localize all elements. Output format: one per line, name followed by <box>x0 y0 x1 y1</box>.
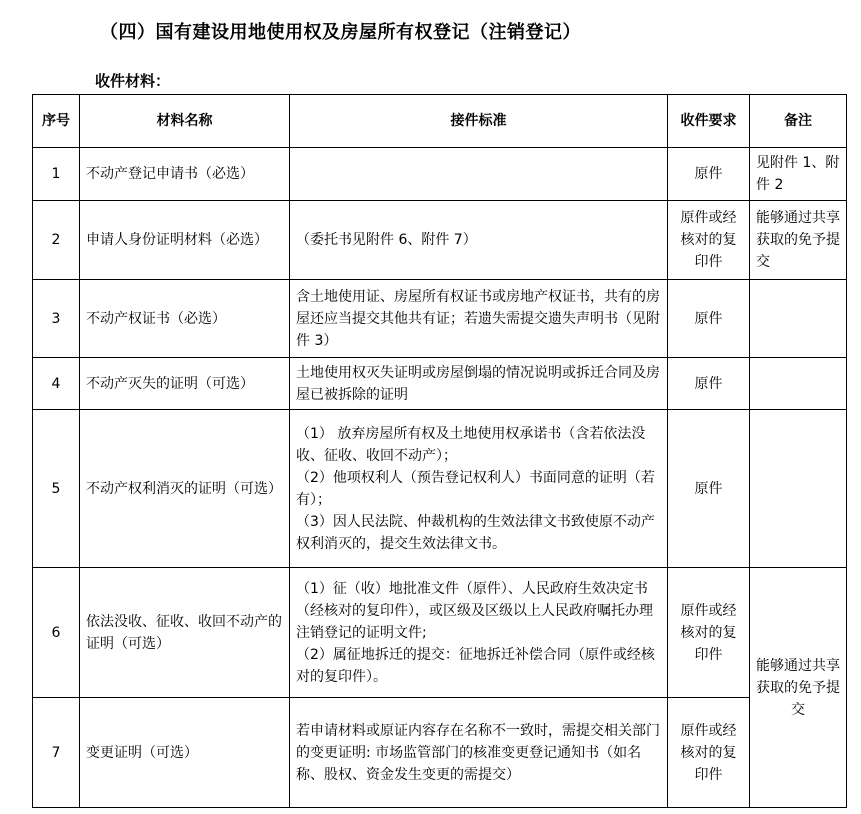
row-no: 7 <box>33 698 80 808</box>
row-name: 不动产权证书（必选） <box>80 280 290 358</box>
row-requirement: 原件 <box>668 280 750 358</box>
standard-line: 若申请材料或原证内容存在名称不一致时，需提交相关部门的变更证明: 市场监管部门的核准变更登记通知书（如名称、股权、资金发生变更的需提交） <box>296 722 660 783</box>
row-name: 申请人身份证明材料（必选） <box>80 201 290 280</box>
table-row <box>33 410 847 568</box>
standard-line: （2）他项权利人（预告登记权利人）书面同意的证明（若有）； <box>296 469 655 508</box>
table-row <box>33 148 847 201</box>
row-name: 变更证明（可选） <box>80 698 290 808</box>
standard-line: （委托书见附件 6、附件 7） <box>296 232 477 248</box>
row-requirement: 原件 <box>668 358 750 410</box>
row-requirement: 原件 <box>668 410 750 568</box>
row-no: 4 <box>33 358 80 410</box>
row-requirement: 原件或经核对的复印件 <box>668 568 750 698</box>
row-standard <box>290 568 668 698</box>
standard-line: 土地使用权灭失证明或房屋倒塌的情况说明或拆迁合同及房屋已被拆除的证明 <box>296 364 660 403</box>
row-no: 3 <box>33 280 80 358</box>
section-subtitle: 收件材料： <box>95 72 171 90</box>
row-requirement: 原件或经核对的复印件 <box>668 698 750 808</box>
row-no: 1 <box>33 148 80 201</box>
row-standard <box>290 280 668 358</box>
header-no: 序号 <box>33 95 80 148</box>
row-no: 2 <box>33 201 80 280</box>
row-requirement: 原件或经核对的复印件 <box>668 201 750 280</box>
row-note <box>750 280 847 358</box>
standard-line: （1）征（收）地批准文件（原件）、人民政府生效决定书（经核对的复印件），或区级及区级以上人民政府嘱托办理注销登记的证明文件; <box>296 580 653 641</box>
row-standard <box>290 410 668 568</box>
row-name: 依法没收、征收、收回不动产的证明（可选） <box>80 568 290 698</box>
standard-line: （3）因人民法院、仲裁机构的生效法律文书致使原不动产权利消灭的，提交生效法律文书。 <box>296 513 655 552</box>
table-row <box>33 698 847 808</box>
table-header-row <box>33 95 847 148</box>
row-name: 不动产权利消灭的证明（可选） <box>80 410 290 568</box>
materials-table <box>32 94 847 808</box>
header-name: 材料名称 <box>80 95 290 148</box>
row-name: 不动产灭失的证明（可选） <box>80 358 290 410</box>
table-row <box>33 568 847 698</box>
header-standard: 接件标准 <box>290 95 668 148</box>
row-note: 见附件 1、附件 2 <box>750 148 847 201</box>
row-no: 5 <box>33 410 80 568</box>
page-title: （四）国有建设用地使用权及房屋所有权登记（注销登记） <box>100 22 581 43</box>
row-standard <box>290 201 668 280</box>
row-name: 不动产登记申请书（必选） <box>80 148 290 201</box>
header-note: 备注 <box>750 95 847 148</box>
standard-line: （1） 放弃房屋所有权及土地使用权承诺书（含若依法没收、征收、收回不动产）； <box>296 425 646 464</box>
row-note: 能够通过共享获取的免予提交 <box>750 201 847 280</box>
row-standard <box>290 358 668 410</box>
row-note <box>750 358 847 410</box>
table-row <box>33 201 847 280</box>
standard-line: （2）属征地拆迁的提交：征地拆迁补偿合同（原件或经核对的复印件）。 <box>296 646 655 685</box>
row-requirement: 原件 <box>668 148 750 201</box>
standard-line: 含土地使用证、房屋所有权证书或房地产权证书，共有的房屋还应当提交其他共有证；若遗失需提交遗失声明书（见附件 3） <box>296 288 660 349</box>
header-requirement: 收件要求 <box>668 95 750 148</box>
row-standard <box>290 148 668 201</box>
row-no: 6 <box>33 568 80 698</box>
row-note: 能够通过共享获取的免予提交 <box>750 568 847 808</box>
row-standard <box>290 698 668 808</box>
table-row <box>33 358 847 410</box>
row-note <box>750 410 847 568</box>
table-row <box>33 280 847 358</box>
